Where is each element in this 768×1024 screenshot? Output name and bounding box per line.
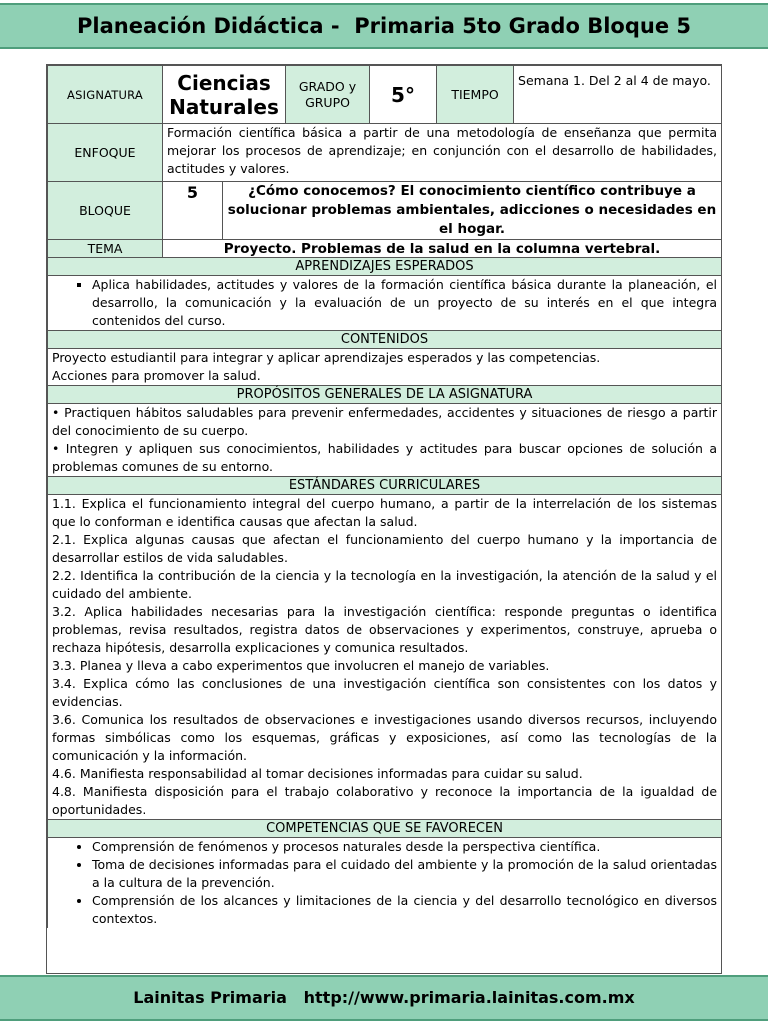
estandar-line: 3.3. Planea y lleva a cabo experimentos que involucren el manejo de variables. (52, 658, 550, 673)
page-title: Planeación Didáctica - Primaria 5to Grado Bloque 5 (77, 14, 691, 38)
estandar-line: 4.6. Manifiesta responsabilidad al tomar decisiones informadas para cuidar su salud. (52, 766, 583, 781)
estandares-title: ESTÁNDARES CURRICULARES (48, 477, 722, 495)
estandares-header-row (48, 477, 722, 495)
tema-label: TEMA (48, 240, 163, 258)
competencias-title: COMPETENCIAS QUE SE FAVORECEN (48, 820, 722, 838)
propositos-header-row (48, 386, 722, 404)
propositos-body (48, 404, 722, 477)
contenido-line: Acciones para promover la salud. (52, 368, 261, 383)
enfoque-value: Formación científica básica a partir de una metodología de enseñanza que permita mejorar los procesos de aprendizaje; en conjunción con el desarrollo de habilidades, actitudes y valores. (163, 124, 722, 182)
contenidos-header-row (48, 331, 722, 349)
grado-value: 5° (370, 66, 437, 124)
competencias-body (48, 838, 722, 929)
competencia-item: • Comprensión de los alcances y limitaciones de la ciencia y del desarrollo tecnológico en diversos contextos. (92, 892, 717, 928)
contenidos-body-row (48, 349, 722, 386)
row-bloque (48, 182, 722, 240)
bloque-number: 5 (163, 182, 223, 240)
tiempo-label: TIEMPO (437, 66, 514, 124)
asignatura-label: ASIGNATURA (48, 66, 163, 124)
row-enfoque (48, 124, 722, 182)
bloque-label: BLOQUE (48, 182, 163, 240)
aprendizajes-body (48, 276, 722, 331)
competencia-item: • Comprensión de fenómenos y procesos naturales desde la perspectiva científica. (92, 838, 717, 856)
estandares-body (48, 495, 722, 820)
propositos-title: PROPÓSITOS GENERALES DE LA ASIGNATURA (48, 386, 722, 404)
bloque-value: ¿Cómo conocemos? El conocimiento científico contribuye a solucionar problemas ambientales, adicciones o necesidades en el hogar. (223, 182, 722, 240)
row-asignatura (48, 66, 722, 124)
estandares-body-row (48, 495, 722, 820)
competencia-item: • Toma de decisiones informadas para el cuidado del ambiente y la promoción de la salud orientadas a la cultura de la prevención. (92, 856, 717, 892)
aprendizaje-item: ▪ Aplica habilidades, actitudes y valores de la formación científica básica durante la planeación, el desarrollo, la comunicación y la evaluación de un proyecto de su interés en el que integra contenidos del curso. (92, 276, 717, 330)
planning-sheet (46, 64, 722, 974)
footer-banner (0, 975, 768, 1021)
grado-label: GRADO y GRUPO (286, 66, 370, 124)
info-table (47, 65, 722, 928)
proposito-line: • Practiquen hábitos saludables para prevenir enfermedades, accidentes y situaciones de riesgo a partir del conocimiento de su cuerpo. (52, 405, 718, 438)
proposito-line: • Integren y apliquen sus conocimientos, habilidades y actitudes para buscar opciones de solución a problemas comunes de su entorno. (52, 441, 718, 474)
contenidos-title: CONTENIDOS (48, 331, 722, 349)
estandar-line: 4.8. Manifiesta disposición para el trabajo colaborativo y reconoce la importancia de la igualdad de oportunidades. (52, 784, 718, 817)
estandar-line: 1.1. Explica el funcionamiento integral del cuerpo humano, a partir de la interrelación de los sistemas que lo conforman e identifica causas que afectan la salud. (52, 496, 718, 529)
estandar-line: 2.1. Explica algunas causas que afectan el funcionamiento del cuerpo humano y la importancia de desarrollar estilos de vida saludables. (52, 532, 718, 565)
estandar-line: 3.2. Aplica habilidades necesarias para la investigación científica: responde preguntas o identifica problemas, revisa resultados, registra datos de observaciones y experimentos, construye, aprueba o rechaza hipótesis, desarrolla explicaciones y comunica resultados. (52, 604, 718, 655)
competencias-body-row (48, 838, 722, 929)
competencias-header-row (48, 820, 722, 838)
footer-text: Lainitas Primaria http://www.primaria.lainitas.com.mx (133, 988, 635, 1007)
estandar-line: 3.6. Comunica los resultados de observaciones e investigaciones usando diversos recursos, incluyendo formas simbólicas como los esquemas, gráficas y exposiciones, así como las tecnologías de la comunicación y la información. (52, 712, 718, 763)
tiempo-value: Semana 1. Del 2 al 4 de mayo. (514, 66, 722, 124)
enfoque-label: ENFOQUE (48, 124, 163, 182)
aprendizajes-title: APRENDIZAJES ESPERADOS (48, 258, 722, 276)
aprendizajes-header-row (48, 258, 722, 276)
propositos-body-row (48, 404, 722, 477)
estandar-line: 3.4. Explica cómo las conclusiones de una investigación científica son consistentes con los datos y evidencias. (52, 676, 718, 709)
row-tema (48, 240, 722, 258)
contenido-line: Proyecto estudiantil para integrar y aplicar aprendizajes esperados y las competencias. (52, 350, 601, 365)
tema-value: Proyecto. Problemas de la salud en la columna vertebral. (163, 240, 722, 258)
page-title-banner (0, 3, 768, 49)
estandar-line: 2.2. Identifica la contribución de la ciencia y la tecnología en la investigación, la atención de la salud y el cuidado del ambiente. (52, 568, 718, 601)
contenidos-body (48, 349, 722, 386)
aprendizajes-body-row (48, 276, 722, 331)
asignatura-value: Ciencias Naturales (163, 66, 286, 124)
